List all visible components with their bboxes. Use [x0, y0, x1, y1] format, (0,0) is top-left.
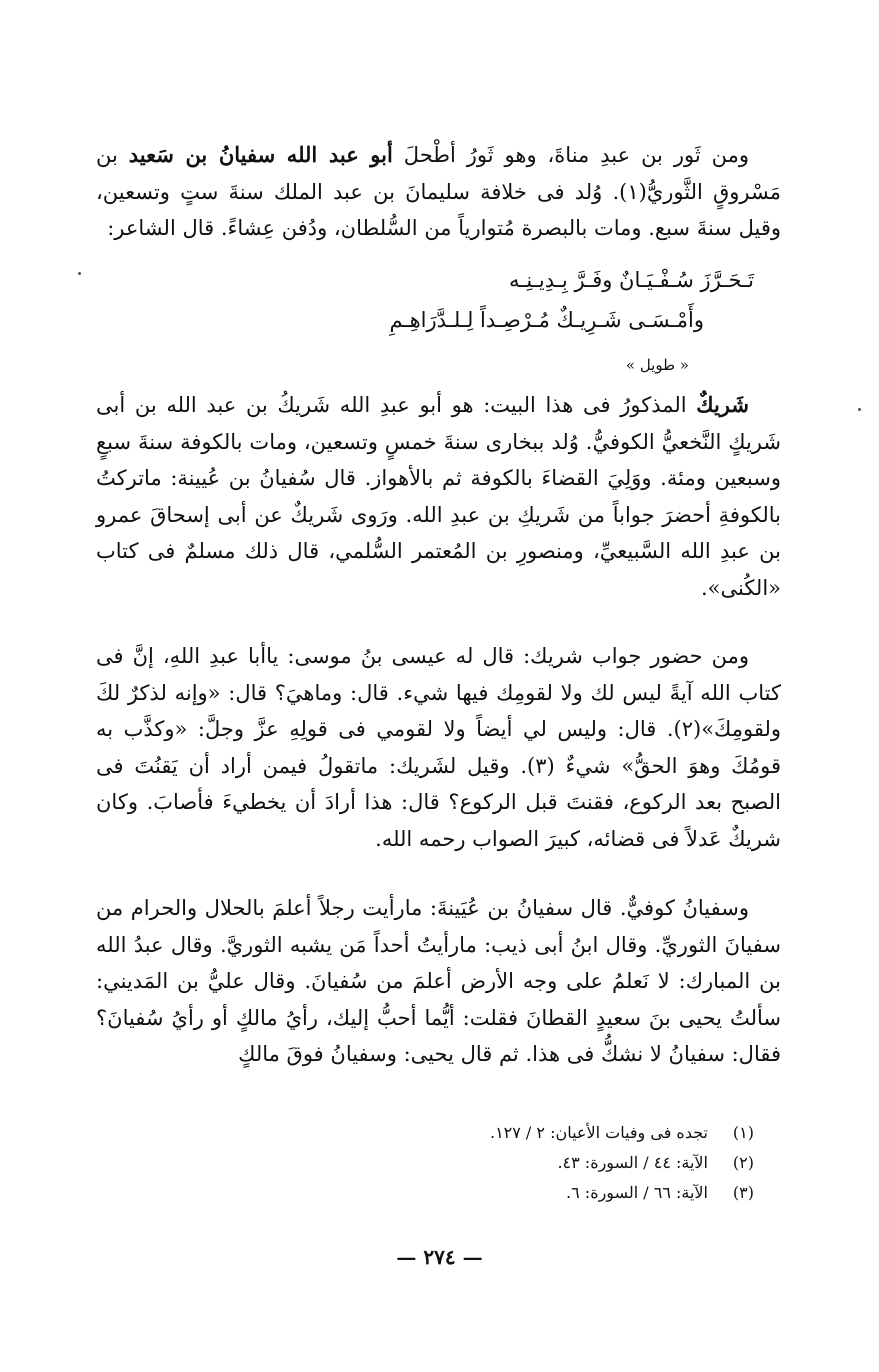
scan-speck: [858, 408, 861, 411]
footnote-2-number: (٢): [732, 1153, 754, 1172]
footnote-1-number: (١): [732, 1123, 754, 1142]
para1-name: أبو عبد الله سفيانُ بن سَعيد: [128, 142, 393, 167]
footnote-3-number: (٣): [732, 1183, 754, 1202]
footnote-3-text: الآية: ٦٦ / السورة: ٦.: [566, 1183, 708, 1202]
page-number: — ٢٧٤ —: [396, 1245, 483, 1269]
para2-post: المذكورُ فى هذا البيت: هو أبو عبدِ الله شَريكُ بن عبد الله بن أبى شَريكٍ النَّخعيُّ الكوفيُّ. وُلد ببخارى سنةَ خمسٍ وتسعين، ومات بالكوفة سنةَ سبعٍ وسبعين ومئة. ووَلِيَ القضاءَ بالكوفة ثم بالأهواز. قال سُفيانُ بن عُيينة: ماتركتُ بالكوفةِ أحضرَ جواباً من شَريكِ بن عبدِ الله. ورَوى شَريكٌ عن أبى إسحاقَ عمرو بن عبدِ الله السَّبيعيِّ، ومنصورِ بن المُعتمر السُّلمي، قال ذلك مسلمٌ فى كتاب «الكُنى».: [96, 393, 781, 600]
verse-meter: « طويل »: [625, 356, 689, 374]
verse-line-2: وأَمْـسَـى شَـرِيـكٌ مُـرْصِـداً لِـلـدَّرَاهِـمِ: [389, 308, 704, 332]
para3-text: ومن حضور جواب شريك: قال له عيسى بنُ موسى: ياأبا عبدِ اللهِ، إنَّ فى كتاب الله آيةً ليس لك ولا لقومِك فيها شيء. قال: وماهيَ؟ قال: «وإنه لذكرٌ لكَ ولقومِكَ»(٢). قال: وليس لي أيضاً ولا لقومي فى قولِهِ عزَّ وجلَّ: «وكذَّب به قومُكَ وهوَ الحقُّ» شيءٌ (٣). وقيل لشَريك: ماتقولُ فيمن أراد أن يَقنُتَ فى الصبح بعد الركوع، فقنتَ قبل الركوع؟ قال: هذا أرادَ أن يخطيءَ فأصابَ. وكان شريكٌ عَدلاً فى قضائه، كبيرَ الصواب رحمه الله.: [96, 644, 781, 851]
footnote-1-text: تجده فى وفيات الأعيان: ٢ / ١٢٧.: [489, 1123, 708, 1142]
footnote-2-text: الآية: ٤٤ / السورة: ٤٣.: [557, 1153, 708, 1172]
paragraph-sufyan-intro: [96, 137, 781, 247]
footnote-1: [490, 1118, 754, 1148]
para2-name: شَريكٌ: [696, 392, 749, 417]
scan-speck: [78, 272, 81, 275]
footnotes: [490, 1118, 754, 1208]
verse-line-1: تَـحَـرَّزَ سُـفْـيَـانٌ وفَـرَّ بِـدِيـنِـه: [509, 268, 754, 292]
footnote-3: [490, 1178, 754, 1208]
paragraph-sharik: [96, 387, 781, 606]
para1-post: بن مَسْروقٍ الثَّوريُّ(١). وُلد فى خلافة سليمانَ بن عبد الملك سنةَ ستٍ وتسعين، وقيل سنةَ سبع. ومات بالبصرة مُتوارياً من السُّلطان، ودُفن عِشاءً. قال الشاعر:: [96, 143, 781, 240]
paragraph-sufyan-praise: [96, 890, 781, 1073]
para1-pre: ومن ثَور بن عبدِ مناةَ، وهو ثَورُ أطْحلَ: [392, 143, 749, 167]
paragraph-sharik-answers: [96, 638, 781, 857]
para4-text: وسفيانُ كوفيٌّ. قال سفيانُ بن عُيَينةَ: مارأيت رجلاً أعلمَ بالحلال والحرام من سفيانَ الثوريِّ. وقال ابنُ أبى ذيب: مارأيتُ أحداً مَن يشبه الثوريَّ. وقال عبدُ الله بن المبارك: لا نَعلمُ على وجه الأرض أعلمَ من سُفيانَ. وقال عليُّ بن المَديني: سألتُ يحيى بنَ سعيدٍ القطانَ فقلت: أيُّما أحبُّ إليك، رأيُ مالكٍ أو رأيُ سُفيانَ؟ فقال: سفيانُ لا نشكُّ فى هذا. ثم قال يحيى: وسفيانُ فوقَ مالكٍ: [96, 896, 781, 1066]
footnote-2: [490, 1148, 754, 1178]
